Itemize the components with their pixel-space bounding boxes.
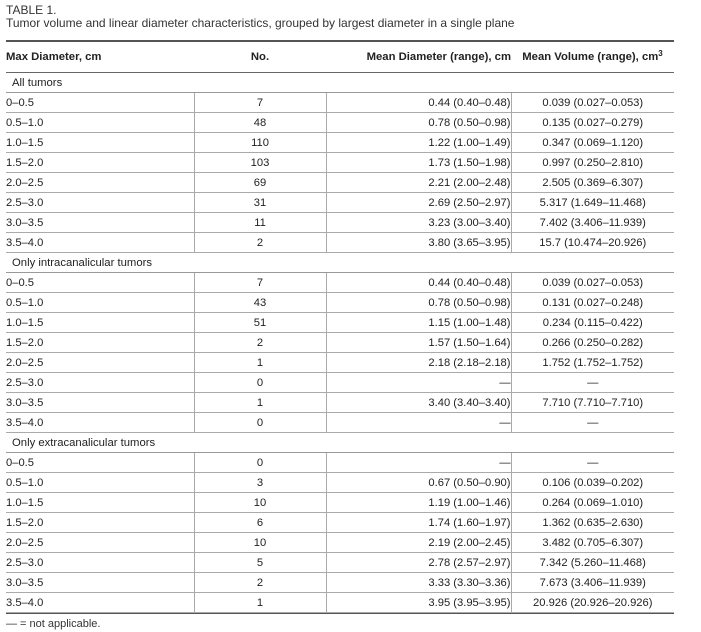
cell-mean-volume: — xyxy=(511,413,674,433)
cell-count: 0 xyxy=(194,373,326,393)
cell-mean-volume: 0.347 (0.069–1.120) xyxy=(511,133,674,153)
cell-mean-volume: 0.131 (0.027–0.248) xyxy=(511,293,674,313)
cell-count: 1 xyxy=(194,393,326,413)
cell-mean-diameter: 3.40 (3.40–3.40) xyxy=(326,393,511,413)
cell-diameter-range: 1.0–1.5 xyxy=(6,133,194,153)
cell-mean-diameter: 1.22 (1.00–1.49) xyxy=(326,133,511,153)
cell-diameter-range: 0–0.5 xyxy=(6,453,194,473)
footnote: — = not applicable. xyxy=(6,618,101,630)
cell-mean-diameter: 0.78 (0.50–0.98) xyxy=(326,293,511,313)
cell-mean-diameter: 0.67 (0.50–0.90) xyxy=(326,473,511,493)
cell-diameter-range: 3.0–3.5 xyxy=(6,573,194,593)
table-row xyxy=(6,113,674,133)
header-row xyxy=(6,42,674,73)
table-row xyxy=(6,493,674,513)
cell-diameter-range: 3.5–4.0 xyxy=(6,413,194,433)
cell-count: 10 xyxy=(194,493,326,513)
header-max-diameter: Max Diameter, cm xyxy=(6,42,194,73)
table-row xyxy=(6,513,674,533)
group-label: Only intracanalicular tumors xyxy=(6,253,674,273)
cell-count: 2 xyxy=(194,233,326,253)
table-row xyxy=(6,193,674,213)
cell-diameter-range: 2.5–3.0 xyxy=(6,373,194,393)
cell-count: 1 xyxy=(194,353,326,373)
cell-diameter-range: 0–0.5 xyxy=(6,273,194,293)
table-row xyxy=(6,313,674,333)
cell-mean-diameter: 0.44 (0.40–0.48) xyxy=(326,273,511,293)
bottom-rule xyxy=(6,613,674,614)
header-mean-volume-exponent: 3 xyxy=(658,49,663,58)
table-row xyxy=(6,393,674,413)
table-row xyxy=(6,353,674,373)
cell-count: 10 xyxy=(194,533,326,553)
cell-count: 2 xyxy=(194,333,326,353)
cell-count: 43 xyxy=(194,293,326,313)
cell-count: 69 xyxy=(194,173,326,193)
cell-mean-volume: 1.752 (1.752–1.752) xyxy=(511,353,674,373)
cell-count: 48 xyxy=(194,113,326,133)
cell-diameter-range: 3.0–3.5 xyxy=(6,393,194,413)
cell-mean-diameter: 1.19 (1.00–1.46) xyxy=(326,493,511,513)
group-label: Only extracanalicular tumors xyxy=(6,433,674,453)
cell-count: 110 xyxy=(194,133,326,153)
cell-mean-diameter: 1.57 (1.50–1.64) xyxy=(326,333,511,353)
cell-count: 7 xyxy=(194,273,326,293)
table-row xyxy=(6,273,674,293)
cell-mean-diameter: 1.15 (1.00–1.48) xyxy=(326,313,511,333)
cell-mean-volume: 20.926 (20.926–20.926) xyxy=(511,593,674,613)
cell-diameter-range: 2.0–2.5 xyxy=(6,533,194,553)
table-row xyxy=(6,133,674,153)
table-row xyxy=(6,373,674,393)
cell-diameter-range: 3.0–3.5 xyxy=(6,213,194,233)
table-row xyxy=(6,93,674,113)
table-label: TABLE 1. xyxy=(6,3,57,17)
table-row xyxy=(6,293,674,313)
cell-diameter-range: 3.5–4.0 xyxy=(6,593,194,613)
cell-diameter-range: 0.5–1.0 xyxy=(6,293,194,313)
table-row xyxy=(6,173,674,193)
cell-diameter-range: 1.5–2.0 xyxy=(6,333,194,353)
cell-mean-volume: — xyxy=(511,373,674,393)
cell-mean-diameter: 2.18 (2.18–2.18) xyxy=(326,353,511,373)
cell-count: 1 xyxy=(194,593,326,613)
cell-diameter-range: 3.5–4.0 xyxy=(6,233,194,253)
cell-mean-diameter: — xyxy=(326,453,511,473)
cell-diameter-range: 1.0–1.5 xyxy=(6,493,194,513)
cell-mean-diameter: 3.80 (3.65–3.95) xyxy=(326,233,511,253)
cell-count: 2 xyxy=(194,573,326,593)
group-header-row xyxy=(6,73,674,93)
cell-mean-volume: 7.402 (3.406–11.939) xyxy=(511,213,674,233)
cell-mean-volume: 0.135 (0.027–0.279) xyxy=(511,113,674,133)
cell-mean-volume: 2.505 (0.369–6.307) xyxy=(511,173,674,193)
table-row xyxy=(6,333,674,353)
cell-mean-diameter: 0.78 (0.50–0.98) xyxy=(326,113,511,133)
cell-mean-diameter: 2.69 (2.50–2.97) xyxy=(326,193,511,213)
cell-mean-volume: 0.266 (0.250–0.282) xyxy=(511,333,674,353)
cell-mean-diameter: 0.44 (0.40–0.48) xyxy=(326,93,511,113)
table-row xyxy=(6,233,674,253)
table-row xyxy=(6,413,674,433)
table-row xyxy=(6,573,674,593)
table-caption xyxy=(6,4,514,30)
table-row xyxy=(6,593,674,613)
cell-count: 5 xyxy=(194,553,326,573)
cell-count: 31 xyxy=(194,193,326,213)
cell-mean-diameter: 3.95 (3.95–3.95) xyxy=(326,593,511,613)
cell-diameter-range: 0–0.5 xyxy=(6,93,194,113)
table-row xyxy=(6,153,674,173)
cell-diameter-range: 0.5–1.0 xyxy=(6,473,194,493)
cell-mean-diameter: 3.33 (3.30–3.36) xyxy=(326,573,511,593)
cell-mean-volume: 0.997 (0.250–2.810) xyxy=(511,153,674,173)
table-title: Tumor volume and linear diameter characteristics, grouped by largest diameter in a single plane xyxy=(6,16,515,30)
cell-count: 0 xyxy=(194,413,326,433)
table-row xyxy=(6,213,674,233)
cell-diameter-range: 2.5–3.0 xyxy=(6,553,194,573)
table-row xyxy=(6,473,674,493)
group-header-row xyxy=(6,253,674,273)
cell-mean-diameter: — xyxy=(326,413,511,433)
cell-mean-volume: 0.264 (0.069–1.010) xyxy=(511,493,674,513)
cell-count: 51 xyxy=(194,313,326,333)
cell-diameter-range: 1.5–2.0 xyxy=(6,513,194,533)
cell-count: 7 xyxy=(194,93,326,113)
cell-count: 3 xyxy=(194,473,326,493)
table-row xyxy=(6,533,674,553)
cell-diameter-range: 0.5–1.0 xyxy=(6,113,194,133)
cell-mean-volume: 0.039 (0.027–0.053) xyxy=(511,93,674,113)
header-mean-volume-text: Mean Volume (range), cm xyxy=(522,51,659,63)
table-row xyxy=(6,553,674,573)
cell-mean-volume: 7.710 (7.710–7.710) xyxy=(511,393,674,413)
table-row xyxy=(6,453,674,473)
cell-count: 6 xyxy=(194,513,326,533)
group-header-row xyxy=(6,433,674,453)
cell-mean-volume: 15.7 (10.474–20.926) xyxy=(511,233,674,253)
cell-diameter-range: 2.0–2.5 xyxy=(6,173,194,193)
cell-mean-volume: 5.317 (1.649–11.468) xyxy=(511,193,674,213)
table-body xyxy=(6,73,674,613)
cell-mean-volume: 3.482 (0.705–6.307) xyxy=(511,533,674,553)
cell-mean-volume: 1.362 (0.635–2.630) xyxy=(511,513,674,533)
cell-mean-diameter: 2.19 (2.00–2.45) xyxy=(326,533,511,553)
cell-mean-volume: 7.673 (3.406–11.939) xyxy=(511,573,674,593)
header-no: No. xyxy=(194,42,326,73)
cell-mean-diameter: 2.78 (2.57–2.97) xyxy=(326,553,511,573)
cell-diameter-range: 1.5–2.0 xyxy=(6,153,194,173)
cell-mean-diameter: 1.74 (1.60–1.97) xyxy=(326,513,511,533)
cell-diameter-range: 2.0–2.5 xyxy=(6,353,194,373)
cell-mean-volume: 0.039 (0.027–0.053) xyxy=(511,273,674,293)
cell-mean-volume: 0.234 (0.115–0.422) xyxy=(511,313,674,333)
cell-mean-diameter: 2.21 (2.00–2.48) xyxy=(326,173,511,193)
cell-diameter-range: 1.0–1.5 xyxy=(6,313,194,333)
cell-mean-diameter: 3.23 (3.00–3.40) xyxy=(326,213,511,233)
cell-mean-volume: — xyxy=(511,453,674,473)
group-label: All tumors xyxy=(6,73,674,93)
header-mean-diameter: Mean Diameter (range), cm xyxy=(326,42,511,73)
cell-diameter-range: 2.5–3.0 xyxy=(6,193,194,213)
cell-mean-volume: 0.106 (0.039–0.202) xyxy=(511,473,674,493)
data-table xyxy=(6,42,674,613)
cell-count: 0 xyxy=(194,453,326,473)
cell-count: 11 xyxy=(194,213,326,233)
header-mean-volume xyxy=(511,42,674,73)
cell-mean-volume: 7.342 (5.260–11.468) xyxy=(511,553,674,573)
cell-mean-diameter: — xyxy=(326,373,511,393)
cell-mean-diameter: 1.73 (1.50–1.98) xyxy=(326,153,511,173)
cell-count: 103 xyxy=(194,153,326,173)
